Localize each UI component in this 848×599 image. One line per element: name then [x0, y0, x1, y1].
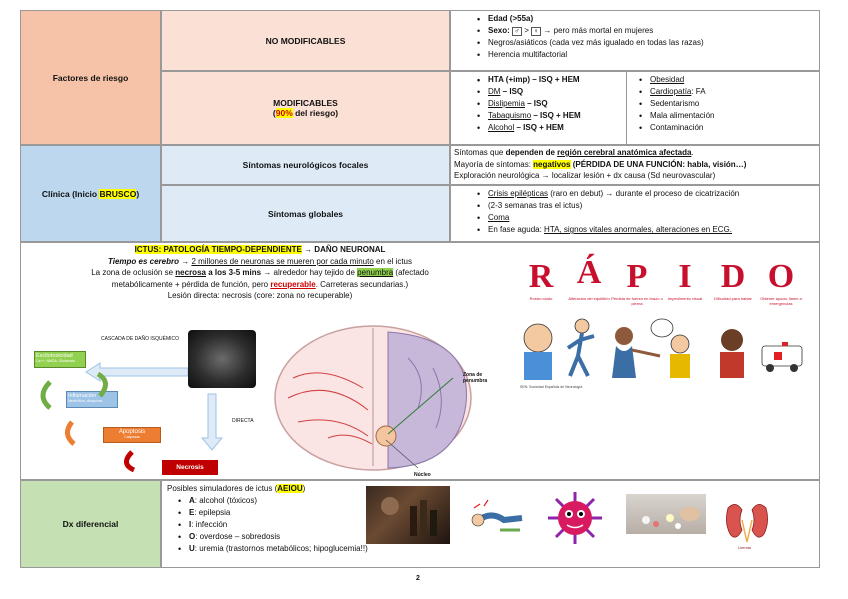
list-item: • Coma	[474, 212, 739, 224]
list-item: • Dislipemia – ISQ	[474, 98, 581, 110]
no-modificables-label: NO MODIFICABLES	[265, 35, 346, 46]
modificables-label: MODIFICABLES	[273, 98, 338, 108]
cascade-title: CASCADA DE DAÑO ISQUÉMICO	[100, 336, 180, 342]
list-item: • Cardiopatía: FA	[636, 86, 714, 98]
focales-cell	[161, 145, 450, 185]
globales-cell	[161, 185, 450, 242]
modificables-pct: 90%	[275, 108, 293, 118]
globales-label: Síntomas globales	[267, 208, 344, 219]
list-item: • (2-3 semanas tras el ictus)	[474, 200, 739, 212]
list-item: • DM – ISQ	[474, 86, 581, 98]
rapido-letter-o: O	[767, 258, 795, 295]
modificables-pct-line: (90% del riesgo)	[272, 108, 339, 118]
rapido-sub: Rostro caído	[529, 296, 553, 301]
ictus-line-5: Lesión directa: necrosis (core: zona no recuperable)	[167, 291, 353, 300]
list-item: • Alcohol – ISQ + HEM	[474, 122, 581, 134]
dx-label: Dx diferencial	[62, 519, 119, 529]
directa-label: DIRECTA	[232, 418, 254, 424]
rapido-credit: SEN: Sociedad Española de Neurología	[520, 385, 583, 389]
page-number: 2	[416, 575, 420, 582]
list-item: • En fase aguda: HTA, signos vitales anormales, alteraciones en ECG.	[474, 224, 739, 236]
dx-intro: Posibles simuladores de ictus (AEIOU)	[167, 484, 306, 493]
list-item: • Obesidad	[636, 74, 714, 86]
list-item: • HTA (+imp) – ISQ + HEM	[474, 74, 581, 86]
rapido-graphic	[512, 254, 812, 388]
zona-penumbra-label: Zona de penumbra	[463, 372, 488, 384]
modificables-cell	[161, 71, 450, 145]
rapido-sub: Alteración del equilibrio	[568, 296, 610, 301]
list-item: • O: overdose – sobredosis	[175, 531, 368, 543]
list-item: • I: infección	[175, 519, 368, 531]
ictus-line-3: La zona de oclusión se necrosa a los 3-5 mins → alrededor hay tejido de penumbra (afectado	[91, 268, 429, 277]
ictus-line-4: metabólicamente + pérdida de función, pero recuperable. Carreteras secundarias.)	[111, 279, 409, 289]
nucleo-label: Núcleo	[414, 472, 431, 478]
list-item: • Contaminación	[636, 122, 714, 134]
focales-content	[454, 147, 746, 182]
mod-list-col2	[636, 74, 714, 134]
ictus-title: ICTUS: PATOLOGÍA TIEMPO-DEPENDIENTE → DAÑO NEURONAL	[134, 245, 386, 254]
ictus-line-2: Tiempo es cerebro → 2 millones de neuronas se mueren por cada minuto en el ictus	[107, 256, 413, 266]
list-item: • A: alcohol (tóxicos)	[175, 495, 368, 507]
dx-content	[167, 483, 368, 555]
list-item: • Sedentarismo	[636, 98, 714, 110]
aeiou-list	[175, 495, 368, 555]
globales-list	[474, 188, 739, 236]
rapido-sub: Obtener ayuda, llame a emergencias	[760, 296, 802, 306]
inflammation-box: Inflamación Neutrófilos, citoquinas	[66, 391, 118, 408]
clinica-label-cell	[20, 145, 161, 242]
ictus-text	[40, 244, 480, 302]
brain-photo	[188, 330, 256, 388]
core-circle	[376, 426, 396, 446]
dx-label-cell	[20, 480, 161, 568]
no-mod-list	[474, 13, 704, 61]
male-symbol-icon: ♂	[512, 27, 522, 36]
green-cycle-arrow-icon	[43, 382, 50, 408]
clinica-label: Clínica (Inicio BRUSCO)	[41, 188, 140, 199]
uremia-caption: Uremia	[738, 545, 751, 550]
rapido-people-illustration	[512, 316, 812, 382]
kidney-illustration	[722, 498, 772, 546]
focales-line-2: Mayoría de síntomas: negativos (PÉRDIDA DE UNA FUNCIÓN: habla, visión…)	[454, 159, 747, 169]
rapido-sub: Impedimento visual	[667, 296, 703, 301]
list-item: • U: uremia (trastornos metabólicos; hipoglucemia!!)	[175, 543, 368, 555]
green-cycle-arrow-icon	[98, 374, 106, 396]
alcohol-photo	[366, 486, 450, 544]
list-item: • Edad (>55a)	[474, 13, 704, 25]
rapido-letter-r: R	[528, 258, 554, 295]
rapido-letter-a: Á	[576, 254, 602, 291]
orange-arrow-icon	[67, 422, 74, 444]
brain-illustration	[268, 318, 478, 480]
list-item: • Tabaquismo – ISQ + HEM	[474, 110, 581, 122]
focales-line-3: Exploración neurológica → localizar lesión + dx causa (Sd neurovascular)	[454, 171, 716, 180]
mod-list-col1	[474, 74, 581, 134]
virus-illustration	[538, 488, 612, 548]
list-item: • E: epilepsia	[175, 507, 368, 519]
necrosis-box: Necrosis	[162, 460, 218, 475]
factores-label: Factores de riesgo	[52, 72, 129, 83]
red-arrow-icon	[126, 452, 134, 470]
arrow-down-icon	[202, 394, 222, 450]
list-item: • Herencia multifactorial	[474, 49, 704, 61]
list-item: • Negros/asiáticos (cada vez más igualado en todas las razas)	[474, 37, 704, 49]
modificables-pct-rest: del riesgo)	[292, 108, 339, 118]
rapido-letter-i: I	[678, 258, 692, 295]
excitotoxicity-box: Excitotoxicidad Ca++, NMDA, Glutamato	[34, 351, 86, 368]
seizure-illustration	[470, 496, 530, 536]
list-item: • Mala alimentación	[636, 110, 714, 122]
apoptosis-box: Apoptosis Caspasas	[103, 427, 161, 443]
focales-label: Síntomas neurológicos focales	[242, 160, 369, 170]
female-symbol-icon: ♀	[531, 27, 541, 36]
pills-photo	[626, 494, 706, 534]
rapido-sub: Pérdida de fuerza en brazo o pierna	[611, 296, 663, 306]
no-modificables-cell	[161, 10, 450, 71]
focales-line-1: Síntomas que dependen de región cerebral anatómica afectada.	[454, 148, 694, 157]
list-item: • Sexo: ♂ > ♀ → pero más mortal en mujeres	[474, 25, 704, 37]
rapido-letter-p: P	[626, 258, 648, 295]
list-item: • Crisis epilépticas (raro en debut) → durante el proceso de cicatrización	[474, 188, 739, 200]
rapido-sub: Dificultad para hablar	[714, 296, 752, 301]
mod-divider	[626, 71, 627, 145]
rapido-letter-d: D	[720, 258, 746, 295]
factores-label-cell	[20, 10, 161, 145]
